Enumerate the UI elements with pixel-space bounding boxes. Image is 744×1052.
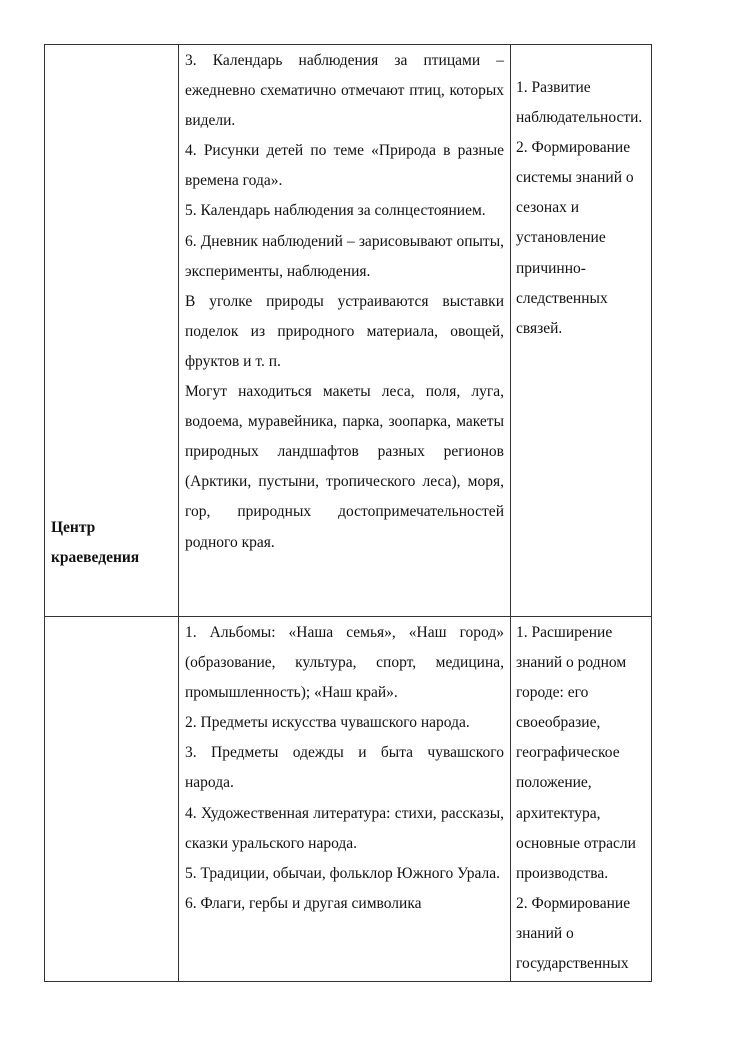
section-label: Центр краеведения [51, 519, 140, 567]
table-row [45, 617, 652, 982]
content-item: 5. Календарь наблюдения за солнцестоянием. [185, 202, 486, 220]
content-item: Могут находиться макеты леса, поля, луга, водоема, муравейника, парка, зоопарка, макеты природных ландшафтов разных регионов (Арктики, пустыни, тропического леса), моря, гор, природных достопримечательностей родного края. [185, 383, 504, 551]
goal-item: 1. Развитие наблюдательности. [516, 79, 643, 127]
goals-cell [511, 617, 652, 982]
content-item: В уголке природы устраиваются выставки поделок из природного материала, овощей, фруктов и т. п. [185, 292, 504, 370]
content-item: 4. Рисунки детей по теме «Природа в разные времена года». [185, 142, 504, 190]
content-item: 4. Художественная литература: стихи, рассказы, сказки уральского народа. [185, 804, 504, 852]
goals-cell [511, 45, 652, 617]
content-cell [179, 617, 511, 982]
content-item: 3. Календарь наблюдения за птицами – ежедневно схематично отмечают птиц, которых видели. [185, 52, 504, 130]
goal-item: 1. Расширение знаний о родном городе: его своеобразие, географическое положение, архитектура, основные отрасли производства. [516, 624, 636, 882]
content-item: 6. Дневник наблюдений – зарисовывают опыты, эксперименты, наблюдения. [185, 232, 504, 280]
content-item: 6. Флаги, гербы и другая символика [185, 894, 422, 912]
goal-item: 2. Формирование системы знаний о сезонах и установление причинно-следственных связей. [516, 139, 634, 337]
content-cell [179, 45, 511, 617]
goal-item: 2. Формирование знаний о государственных [516, 894, 631, 973]
content-item: 2. Предметы искусства чувашского народа. [185, 714, 470, 732]
section-cell [45, 519, 179, 982]
content-item: 5. Традиции, обычаи, фольклор Южного Урала. [185, 864, 500, 882]
content-item: 1. Альбомы: «Наша семья», «Наш город» (образование, культура, спорт, медицина, промышленность); «Наш край». [185, 624, 504, 702]
activity-centers-table [44, 44, 652, 982]
content-item: 3. Предметы одежды и быта чувашского народа. [185, 744, 504, 792]
